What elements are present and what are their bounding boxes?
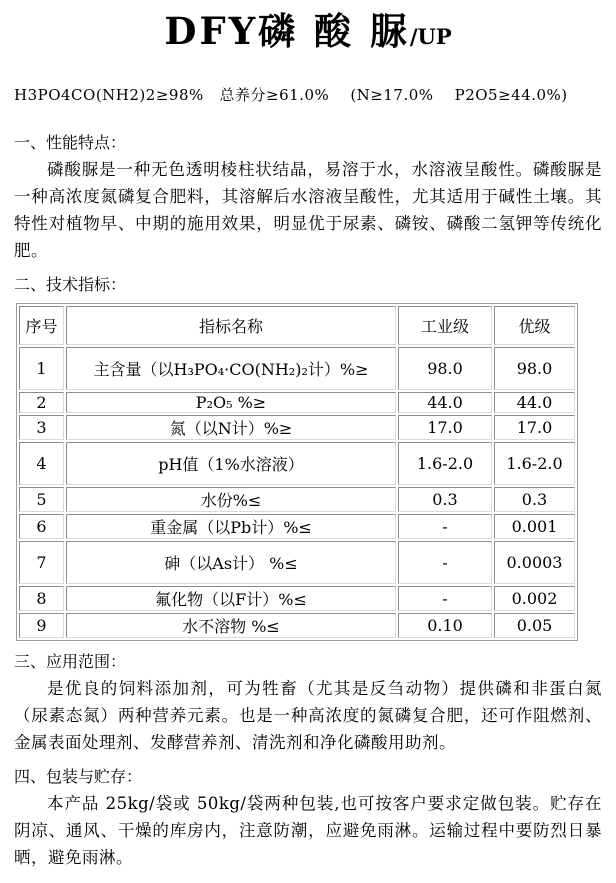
- page-title-main: DFY磷 酸 脲: [164, 9, 410, 53]
- table-cell-indicator: 主含量（以H₃PO₄·CO(NH₂)₂计）%≥: [66, 347, 396, 390]
- table-cell-indicator: 砷（以As计） %≤: [66, 541, 396, 584]
- table-header-indicator-name: 指标名称: [66, 306, 396, 345]
- table-cell-industrial: 17.0: [398, 415, 492, 440]
- table-cell-indicator: 水不溶物 %≤: [66, 613, 396, 638]
- table-cell-index: 5: [19, 487, 64, 512]
- section-heading-packaging: 四、包装与贮存：: [14, 767, 143, 786]
- section-heading-specs: 二、技术指标：: [14, 275, 127, 294]
- table-cell-indicator: P₂O₅ %≥: [66, 392, 396, 413]
- page-title-suffix: /UP: [409, 24, 452, 49]
- formula-line: H3PO4CO(NH2)2≥98% 总养分≥61.0% (N≥17.0% P2O5≥44.0%): [14, 86, 568, 104]
- table-cell-indicator: 重金属（以Pb计）%≤: [66, 514, 396, 539]
- table-row: [19, 347, 575, 390]
- table-cell-industrial: -: [398, 514, 492, 539]
- table-cell-index: 4: [19, 442, 64, 485]
- table-cell-premium: 1.6-2.0: [494, 442, 575, 485]
- table-cell-industrial: 98.0: [398, 347, 492, 390]
- table-row: [19, 392, 575, 413]
- table-row: [19, 514, 575, 539]
- table-cell-premium: 0.3: [494, 487, 575, 512]
- table-header-industrial-grade: 工业级: [398, 306, 492, 345]
- table-cell-index: 1: [19, 347, 64, 390]
- table-cell-premium: 0.002: [494, 586, 575, 611]
- table-cell-premium: 17.0: [494, 415, 575, 440]
- page-title: [14, 8, 602, 62]
- table-cell-industrial: 0.10: [398, 613, 492, 638]
- table-cell-premium: 98.0: [494, 347, 575, 390]
- table-cell-index: 9: [19, 613, 64, 638]
- table-cell-premium: 0.0003: [494, 541, 575, 584]
- spec-table: [16, 303, 578, 641]
- section-body-performance: 磷酸脲是一种无色透明棱柱状结晶，易溶于水，水溶液呈酸性。磷酸脲是一种高浓度氮磷复合肥料，其溶解后水溶液呈酸性，尤其适用于碱性土壤。其特性对植物早、中期的施用效果，明显优于尿素、磷铵、磷酸二氢钾等传统化肥。: [14, 160, 602, 260]
- table-cell-indicator: 氟化物（以F计）%≤: [66, 586, 396, 611]
- table-row: [19, 613, 575, 638]
- table-cell-industrial: -: [398, 586, 492, 611]
- section-body-application: 是优良的饲料添加剂，可为牲畜（尤其是反刍动物）提供磷和非蛋白氮（尿素态氮）两种营养元素。也是一种高浓度的氮磷复合肥，还可作阻燃剂、金属表面处理剂、发酵营养剂、清洗剂和净化磷酸用助剂。: [14, 679, 602, 752]
- section-body-packaging: 本产品 25kg/袋或 50kg/袋两种包装,也可按客户要求定做包装。贮存在阴凉、通风、干燥的库房内，注意防潮，应避免雨淋。运输过程中要防烈日暴晒，避免雨淋。: [14, 794, 602, 867]
- table-header-row: [19, 306, 575, 345]
- table-cell-index: 7: [19, 541, 64, 584]
- table-row: [19, 586, 575, 611]
- table-row: [19, 442, 575, 485]
- table-cell-premium: 0.001: [494, 514, 575, 539]
- table-cell-premium: 44.0: [494, 392, 575, 413]
- table-cell-premium: 0.05: [494, 613, 575, 638]
- table-cell-index: 8: [19, 586, 64, 611]
- table-row: [19, 487, 575, 512]
- table-header-index: 序号: [19, 306, 64, 345]
- table-cell-indicator: 氮（以N计）%≥: [66, 415, 396, 440]
- table-cell-index: 2: [19, 392, 64, 413]
- table-cell-indicator: 水份%≤: [66, 487, 396, 512]
- table-row: [19, 541, 575, 584]
- table-cell-index: 6: [19, 514, 64, 539]
- table-cell-industrial: 44.0: [398, 392, 492, 413]
- table-row: [19, 415, 575, 440]
- table-cell-industrial: 1.6-2.0: [398, 442, 492, 485]
- table-cell-industrial: -: [398, 541, 492, 584]
- section-heading-application: 三、应用范围：: [14, 652, 127, 671]
- table-header-premium-grade: 优级: [494, 306, 575, 345]
- table-cell-index: 3: [19, 415, 64, 440]
- table-cell-indicator: pH值（1%水溶液）: [66, 442, 396, 485]
- table-cell-industrial: 0.3: [398, 487, 492, 512]
- section-heading-performance: 一、性能特点：: [14, 133, 127, 152]
